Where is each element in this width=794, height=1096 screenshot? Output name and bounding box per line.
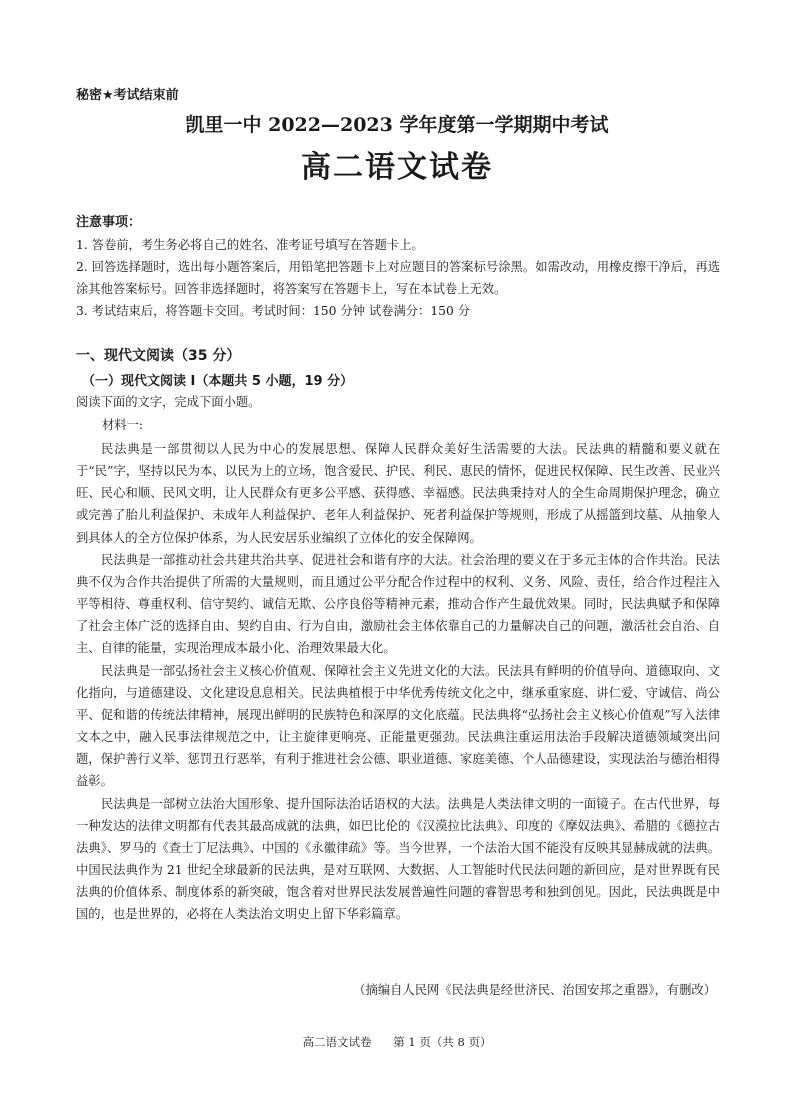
reading-instruction: 阅读下面的文字，完成下面小题。 (76, 395, 261, 409)
notes-section (76, 212, 720, 322)
section-title: 一、现代文阅读（35 分） (76, 348, 241, 364)
notes-item: 3. 考试结束后，将答题卡交回。考试时间：150 分钟 试卷满分：150 分 (76, 304, 471, 318)
passage-paragraph: 民法典是一部弘扬社会主义核心价值观、保障社会主义先进文化的大法。民法具有鲜明的价值导向、道德取向、文化指向，与道德建设、文化建设息息相关。民法典植根于中华优秀传统文化之中，继承重家庭、讲仁爱、守诚信、尚公平、促和谐的传统法律精神，展现出鲜明的民族特色和深厚的文化底蕴。民法典将“弘扬社会主义核心价值观”写入法律文本之中，融入民事法律规范之中，让主旋律更响亮、正能量更强劲。民法典注重运用法治手段解决道德领域突出问题，保护善行义举、惩罚丑行恶举，有利于推进社会公德、职业道德、家庭美德、个人品德建设，实现法治与德治相得益彰。 (76, 663, 720, 789)
reading-passage (76, 438, 720, 925)
passage-paragraph: 民法典是一部贯彻以人民为中心的发展思想、保障人民群众美好生活需要的大法。民法典的精髓和要义就在于“民”字，坚持以民为本、以民为上的立场，饱含爱民、护民、利民、恵民的情怀，促进民权保障、民生改善、民业兴旺、民心和顺、民风文明，让人民群众有更多公平感、获得感、幸福感。民法典秉持对人的全生命周期保护理念，确立或完善了胎儿利益保护、未成年人利益保护、老年人利益保护、死者利益保护等规则，形成了从摇篮到坟墓、从抽象人到具体人的全方位保护体系，为人民安居乐业编织了立体化的安全保障网。 (76, 442, 720, 545)
footer-paper-name: 高二语文试卷 (302, 1035, 372, 1049)
passage-paragraph: 民法典是一部树立法治大国形象、提升国际法治话语权的大法。法典是人类法律文明的一面镜子。在古代世界，每一种发达的法律文明都有代表其最高成就的法典，如巴比伦的《汉漠拉比法典》、印度的《摩奴法典》、希腊的《德拉古法典》、罗马的《查士丁尼法典》、中国的《永徽律疏》等。当今世界，一个法治大国不能没有反映其显赫成就的法典。中国民法典作为 21 世纪全球最新的民法典，是对互联网、大数据、人工智能时代民法问题的新回应，是对世界既有民法典的价值体系、制度体系的新突破，饱含着对世界民法发展普遍性问题的睿智思考和独到创见。因此，民法典既是中国的，也是世界的，必将在人类法治文明史上留下华彩篇章。 (76, 796, 720, 922)
page-footer (0, 1034, 794, 1050)
notes-item: 2. 回答选择题时，选出每小题答案后，用铅笔把答题卡上对应题目的答案标号涂黑。如需改动，用橡皮擦干净后，再选涂其他答案标号。回答非选择题时，将答案写在答题卡上，写在本试卷上无效。 (76, 260, 720, 296)
passage-paragraph: 民法典是一部推动社会共建共治共享、促进社会和谐有序的大法。社会治理的要义在于多元主体的合作共治。民法典不仅为合作共治提供了所需的大量规则，而且通过公平分配合作过程中的权利、义务、风险、责任，给合作过程注入平等相待、尊重权利、信守契约、诚信无欺、公序良俗等精神元素，推动合作产生最优效果。同时，民法典赋予和保障了社会主体广泛的选择自由、契约自由、行为自由，激励社会主体依靠自己的力量解决自己的问题，激活社会自治、自主、自律的能量，实现治理成本最小化、治理效果最大化。 (76, 552, 720, 656)
footer-page-number: 第 1 页（共 8 页） (393, 1035, 492, 1049)
confidential-label: 秘密★考试结束前 (76, 88, 179, 103)
section-subtitle: （一）现代文阅读 I（本题共 5 小题，19 分） (82, 374, 354, 389)
material-label: 材料一: (102, 418, 144, 432)
notes-item: 1. 答卷前，考生务必将自己的姓名、准考证号填写在答题卡上。 (76, 238, 424, 252)
notes-heading: 注意事项： (76, 215, 142, 230)
source-citation: （摘编自人民网《民法典是经世济民、治国安邦之重器》，有删改） (353, 983, 716, 997)
paper-title: 高二语文试卷 (301, 150, 493, 185)
exam-title: 凯里一中 2022—2023 学年度第一学期期中考试 (185, 114, 609, 136)
